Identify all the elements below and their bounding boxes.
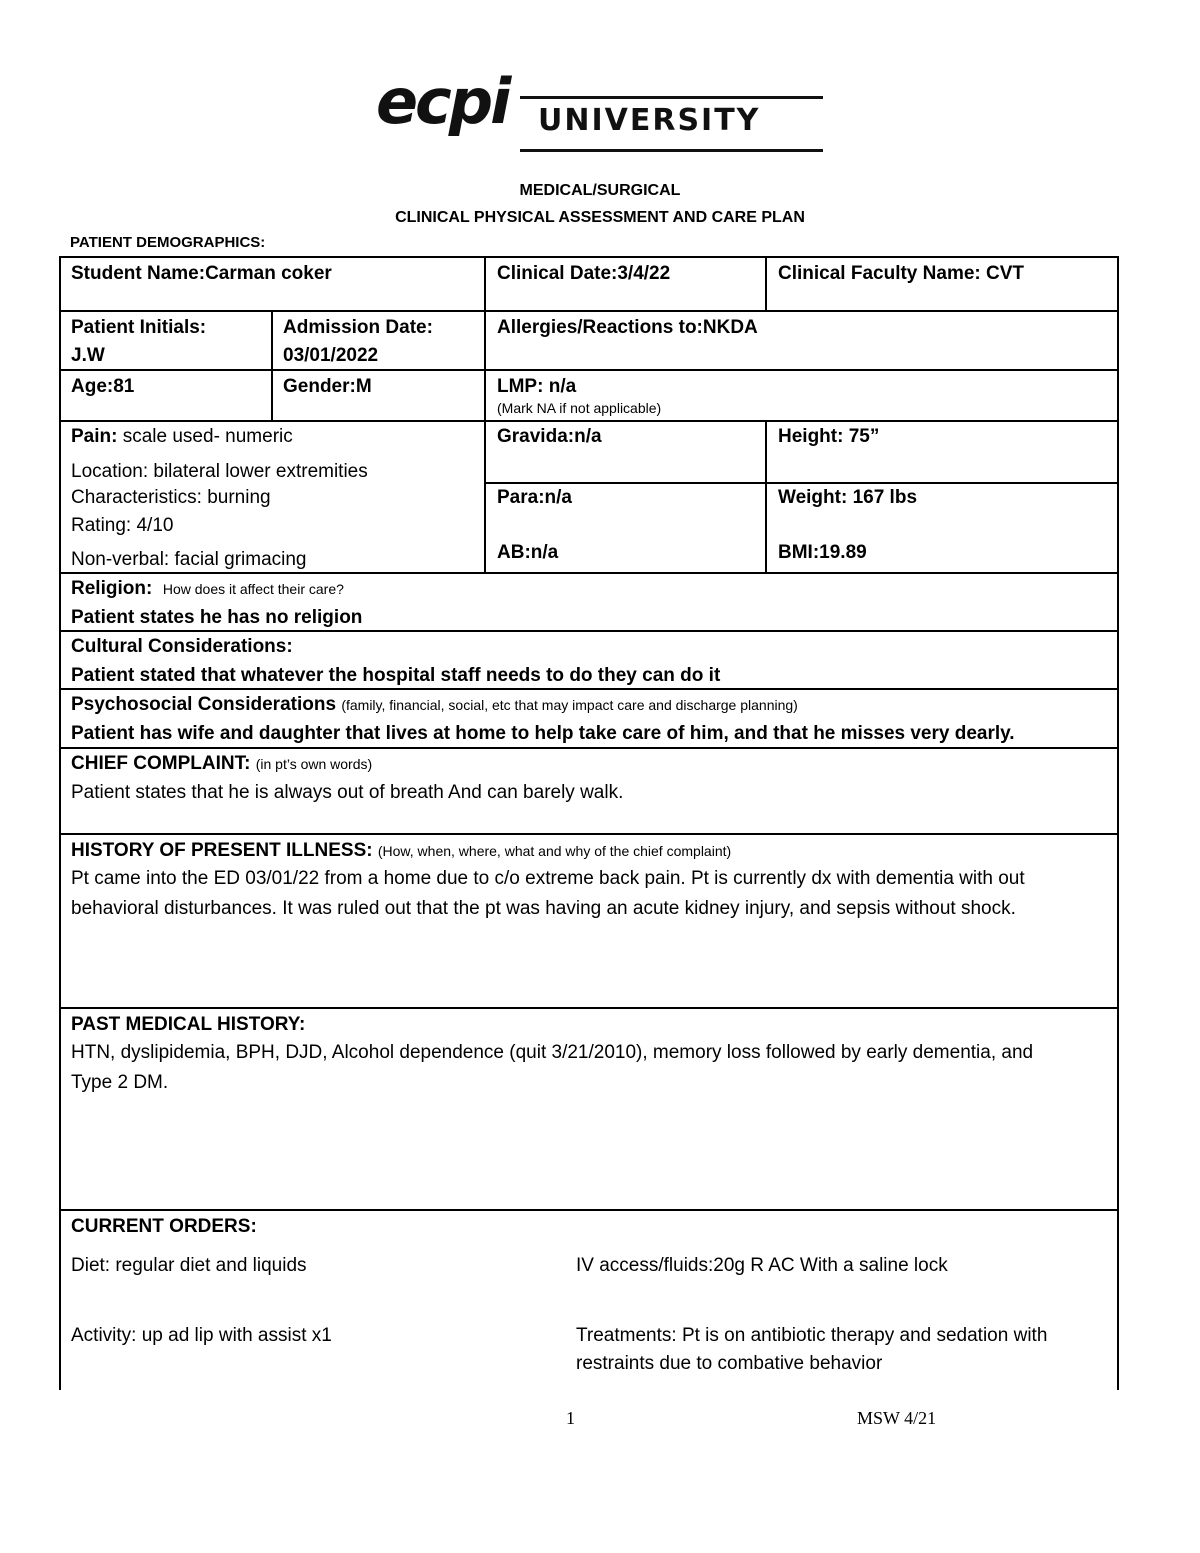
cultural-value: Patient stated that whatever the hospital staff needs to do they can do it: [71, 665, 721, 686]
pain-nonverbal: Non-verbal: facial grimacing: [71, 549, 307, 570]
psychosocial-header: [71, 691, 798, 719]
col-divider: [484, 258, 486, 573]
lmp: LMP: n/a: [497, 376, 577, 397]
row-divider: [61, 369, 1117, 371]
admission-date-label: Admission Date:: [283, 317, 433, 338]
order-treatments: Treatments: Pt is on antibiotic therapy and sedation with restraints due to combative behavior: [576, 1325, 1048, 1374]
col-divider: [765, 258, 767, 311]
page-title: MEDICAL/SURGICAL: [519, 182, 681, 199]
order-iv: IV access/fluids:20g R AC With a saline lock: [576, 1255, 948, 1276]
weight: Weight: 167 lbs: [778, 487, 918, 508]
patient-initials: J.W: [71, 345, 105, 366]
hpi-label: HISTORY OF PRESENT ILLNESS:: [71, 840, 373, 861]
logo-bottom-rule: [520, 149, 823, 152]
chief-complaint-hint: (in pt’s own words): [255, 756, 373, 772]
religion-hint: How does it affect their care?: [162, 581, 344, 597]
age: Age:81: [71, 376, 135, 397]
admission-date: 03/01/2022: [283, 345, 379, 366]
page-number: 1: [566, 1408, 575, 1428]
hpi-value: Pt came into the ED 03/01/22 from a home due to c/o extreme back pain. Pt is currently dx with dementia with out behavioral disturbances. It was ruled out that the pt was having an acute kidney injury, and sepsis without shock.: [71, 868, 1025, 919]
height: Height: 75”: [778, 426, 880, 447]
pmh-label: PAST MEDICAL HISTORY:: [71, 1014, 306, 1035]
student-name: Student Name:Carman coker: [71, 263, 332, 284]
form-code: MSW 4/21: [857, 1408, 937, 1428]
allergies: Allergies/Reactions to:NKDA: [497, 317, 758, 338]
gravida: Gravida:n/a: [497, 426, 602, 447]
row-divider: [61, 420, 1117, 422]
psychosocial-hint: (family, financial, social, etc that may impact care and discharge planning): [341, 697, 798, 713]
logo-university-text: UNIVERSITY: [538, 103, 761, 138]
assessment-form: [59, 256, 1119, 1390]
section-label-demographics: PATIENT DEMOGRAPHICS:: [70, 234, 266, 251]
gender: Gender:M: [283, 376, 372, 397]
order-activity: Activity: up ad lip with assist x1: [71, 1325, 332, 1346]
logo-top-rule: [520, 96, 823, 99]
ab: AB:n/a: [497, 542, 559, 563]
col-divider: [271, 310, 273, 421]
religion-header: [71, 575, 344, 603]
logo-brand-mark: ecpi: [376, 65, 509, 138]
clinical-date: Clinical Date:3/4/22: [497, 263, 671, 284]
row-divider: [61, 1007, 1117, 1009]
bmi: BMI:19.89: [778, 542, 867, 563]
pain-rating: Rating: 4/10: [71, 515, 174, 536]
chief-complaint-value: Patient states that he is always out of breath And can barely walk.: [71, 782, 624, 803]
hpi-hint: (How, when, where, what and why of the chief complaint): [377, 843, 732, 859]
chief-complaint-label: CHIEF COMPLAINT:: [71, 753, 251, 774]
row-divider: [61, 833, 1117, 835]
orders-label: CURRENT ORDERS:: [71, 1216, 257, 1237]
pain-characteristics: Characteristics: burning: [71, 487, 271, 508]
psychosocial-label: Psychosocial Considerations: [71, 694, 337, 715]
pain-scale: [71, 423, 293, 451]
religion-value: Patient states he has no religion: [71, 607, 363, 628]
hpi-header: [71, 837, 731, 865]
cultural-label: Cultural Considerations:: [71, 636, 293, 657]
pain-label: Pain:: [71, 426, 118, 447]
row-divider: [61, 572, 1117, 574]
order-diet: Diet: regular diet and liquids: [71, 1255, 307, 1276]
lmp-note: (Mark NA if not applicable): [497, 400, 662, 416]
pain-scale-value: scale used- numeric: [117, 426, 293, 447]
row-divider: [61, 310, 1117, 312]
psychosocial-value: Patient has wife and daughter that lives at home to help take care of him, and that he misses very dearly.: [71, 723, 1015, 744]
clinical-faculty-name: Clinical Faculty Name: CVT: [778, 263, 1025, 284]
page-subtitle: CLINICAL PHYSICAL ASSESSMENT AND CARE PLAN: [395, 209, 805, 226]
para: Para:n/a: [497, 487, 572, 508]
pmh-value: HTN, dyslipidemia, BPH, DJD, Alcohol dependence (quit 3/21/2010), memory loss followed by early dementia, and Type 2 DM.: [71, 1042, 1034, 1093]
row-divider: [61, 1209, 1117, 1211]
ecpi-university-logo: [350, 65, 845, 170]
pain-location: Location: bilateral lower extremities: [71, 461, 368, 482]
col-divider: [765, 420, 767, 573]
chief-complaint-header: [71, 750, 372, 778]
patient-initials-label: Patient Initials:: [71, 317, 207, 338]
religion-label: Religion:: [71, 578, 153, 599]
